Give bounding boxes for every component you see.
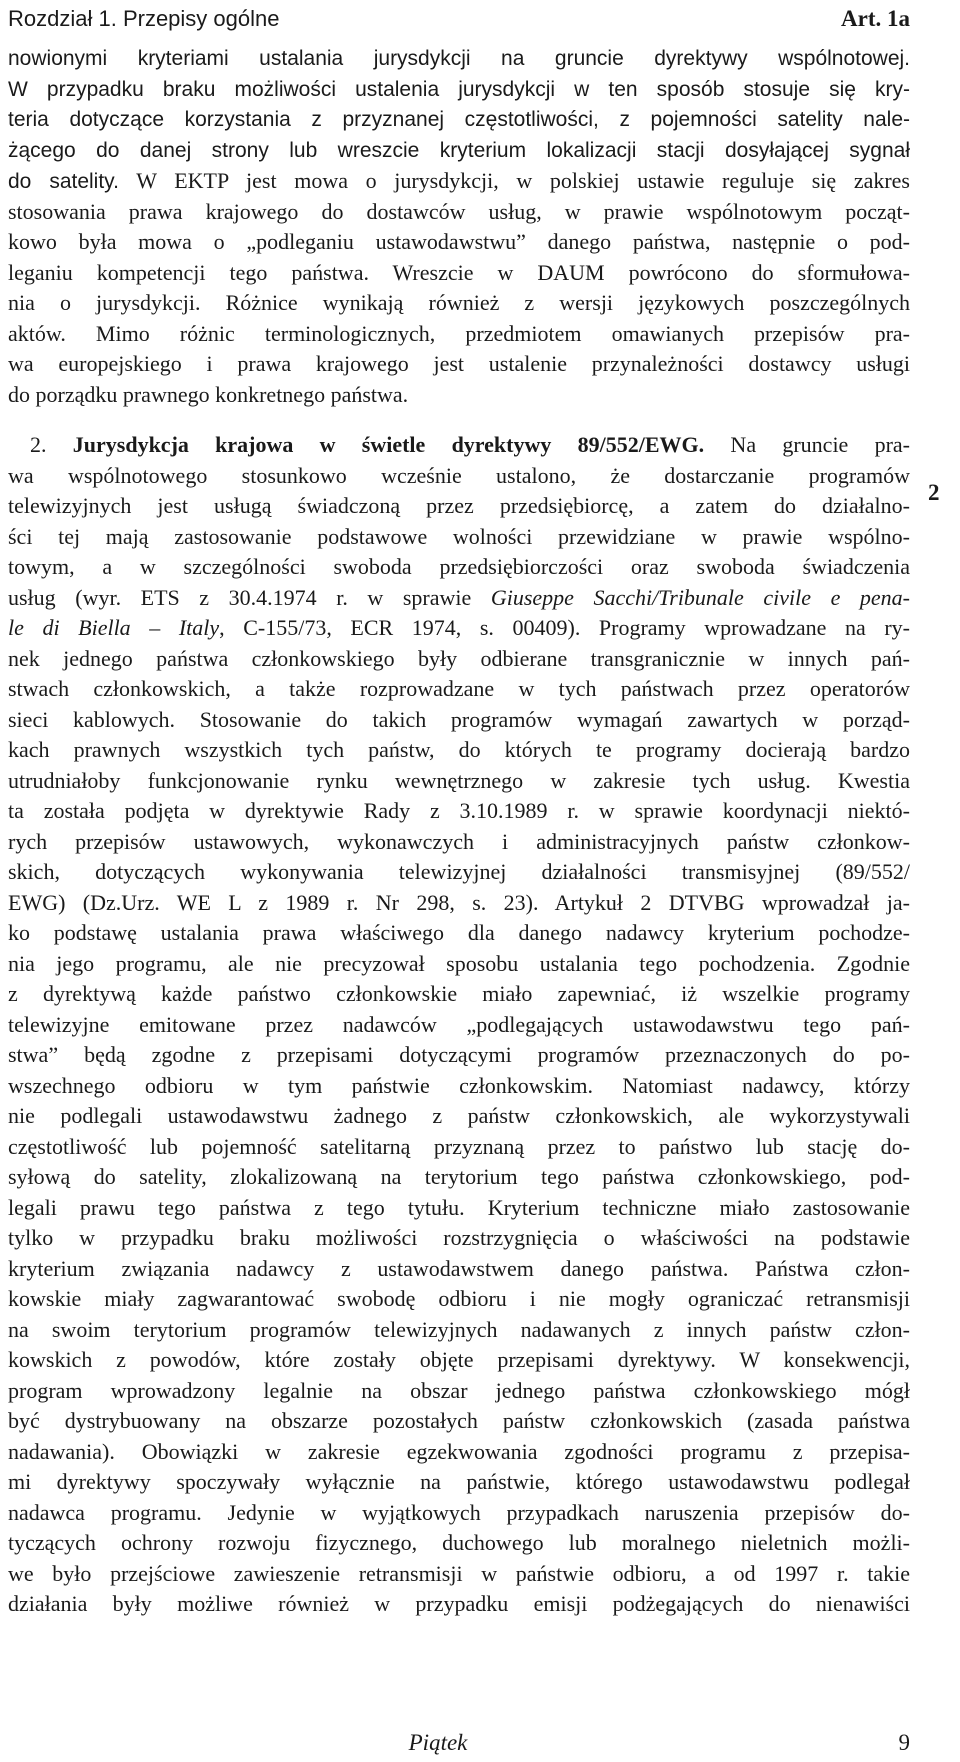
case-name-italic: le di Biella – Italy — [8, 615, 220, 640]
text-line: na swoim terytorium programów telewizyjnych nadawanych z innych państw człon- — [8, 1316, 910, 1342]
text-run: W EKTP jest mowa o jurysdykcji, w polskiej ustawie reguluje się zakres — [118, 168, 910, 193]
text-line: być dystrybuowany na obszarze pozostałych państw członkowskich (zasada państwa — [8, 1408, 910, 1433]
text-line: nek jednego państwa członkowskiego były odbierane transgranicznie w innych pań- — [8, 645, 910, 671]
author-name: Piątek — [408, 1730, 468, 1755]
text-line: wa wspólnotowego stosunkowo wcześnie ustalono, że dostarczanie programów — [8, 462, 910, 488]
text-line: tylko w przypadku braku możliwości rozstrzygnięcia o właściwości na podstawie — [8, 1225, 910, 1250]
text-line: kach prawnych wszystkich tych państw, do których te programy docierają bardzo — [8, 737, 910, 762]
text-line: ko podstawę ustalania prawa właściwego dla danego nadawcy kryterium pochodze- — [8, 920, 910, 945]
text-line-with-citation: usług (wyr. ETS z 30.4.1974 r. w sprawie Giuseppe Sacchi/Tribunale civile e pena- — [8, 584, 910, 610]
text-line: kowskich z powodów, które zostały objęte przepisami dyrektywy. W konsekwencji, — [8, 1347, 910, 1372]
text-line: nia o jurysdykcji. Różnice wynikają również z wersji językowych poszczególnych — [8, 290, 910, 315]
text-line: nadawca programu. Jedynie w wyjątkowych przypadkach naruszenia przepisów do- — [8, 1499, 910, 1525]
text-run: do satelity. — [8, 170, 119, 193]
paragraph-gap — [8, 410, 910, 430]
text-line: wa europejskiego i prawa krajowego jest ustalenie przynależności dostawcy usługi — [8, 351, 910, 376]
text-line: we było przejściowe zawieszenie retransmisji w państwie odbioru, a od 1997 r. takie — [8, 1560, 910, 1586]
text-line: stwa” będą zgodne z przepisami dotyczącymi programów przeznaczonych do po- — [8, 1042, 910, 1067]
text-line: legali prawu tego państwa z tego tytułu. Kryterium techniczne miało zastosowanie — [8, 1194, 910, 1220]
text-line: stwach członkowskich, a także rozprowadzane w tych państwach przez operatorów — [8, 676, 910, 701]
text-line: program wprowadzony legalnie na obszar jednego państwa członkowskiego mógł — [8, 1377, 910, 1403]
text-line: z dyrektywą każde państwo członkowskie miało zapewniać, iż wszelkie programy — [8, 981, 910, 1006]
text-line: telewizyjne emitowane przez nadawców „podlegających ustawodawstwu tego pań- — [8, 1011, 910, 1037]
text-run: Na gruncie pra- — [704, 432, 910, 457]
text-line: mi dyrektywy spoczywały wyłącznie na państwie, którego ustawodawstwu podlegał — [8, 1469, 910, 1494]
text-line: nadawania). Obowiązki w zakresie egzekwowania zgodności programu z przepisa- — [8, 1438, 910, 1464]
margin-number: 2 — [928, 480, 940, 505]
text-line: do porządku prawnego konkretnego państwa. — [8, 381, 409, 407]
section-heading: Jurysdykcja krajowa w świetle dyrektywy 89/552/EWG. — [72, 432, 705, 457]
text-line: nie podlegali ustawodawstwu żadnego z państw członkowskich, ale wykorzystywali — [8, 1103, 910, 1128]
text-line: nia jego programu, ale nie precyzował sposobu ustalania tego pochodzenia. Zgodnie — [8, 950, 910, 976]
text-line: ści tej mają zastosowanie podstawowe wolności przewidziane w prawie wspólno- — [8, 523, 910, 549]
text-line: utrudniałoby funkcjonowanie rynku wewnętrznego w zakresie tych usług. Kwestia — [8, 767, 910, 793]
text-line: W przypadku braku możliwości ustalenia jurysdykcji w ten sposób stosuje się kry- — [8, 77, 910, 101]
text-line: rych przepisów ustawowych, wykonawczych i administracyjnych państw członkow- — [8, 828, 910, 854]
body-text — [8, 44, 910, 1620]
article-number: Art. 1a — [841, 6, 910, 31]
chapter-title: Rozdział 1. Przepisy ogólne — [8, 6, 280, 31]
text-line: działania były możliwe również w przypadku emisji podżegających do nienawiści — [8, 1591, 910, 1616]
page-footer — [8, 1728, 910, 1758]
text-line: żącego do danej strony lub wreszcie kryterium lokalizacji stacji dosyłającej sygnał — [8, 138, 910, 162]
text-line: tyczących ochrony rozwoju fizycznego, duchowego lub moralnego nieletnich możli- — [8, 1530, 910, 1555]
text-line: towym, a w szczególności swoboda przedsiębiorczości oraz swoboda świadczenia — [8, 554, 910, 579]
running-head — [8, 4, 910, 34]
text-line: stosowania prawa krajowego do dostawców usług, w prawie wspólnotowym począt- — [8, 198, 910, 224]
section-heading-line — [8, 430, 910, 461]
text-line: kowskie miały zagwarantować swobodę odbioru i nie mogły ograniczać retransmisji — [8, 1286, 910, 1311]
case-name-italic: Giuseppe Sacchi/Tribunale civile e pena- — [490, 584, 910, 610]
text-line — [8, 166, 910, 197]
text-line: kryterium związania nadawcy z ustawodawstwem danego państwa. Państwa człon- — [8, 1255, 910, 1281]
section-number: 2. — [30, 432, 47, 457]
text-line: telewizyjnych jest usługą świadczoną przez przedsiębiorcę, a zatem do działalno- — [8, 493, 910, 518]
text-line: teria dotyczące korzystania z przyznanej częstotliwości, z pojemności satelity nale- — [8, 108, 910, 131]
text-line: ta została podjęta w dyrektywie Rady z 3.10.1989 r. w sprawie koordynacji niektó- — [8, 798, 910, 823]
text-line: nowionymi kryteriami ustalania jurysdykcji na gruncie dyrektywy wspólnotowej. — [8, 47, 910, 70]
text-line: sieci kablowych. Stosowanie do takich programów wymagań zawartych w porząd- — [8, 706, 910, 732]
text-line: EWG) (Dz.Urz. WE L z 1989 r. Nr 298, s. 23). Artykuł 2 DTVBG wprowadzał ja- — [8, 889, 910, 915]
text-line-with-citation: le di Biella – Italy, C-155/73, ECR 1974, s. 00409). Programy wprowadzane na ry- — [8, 615, 910, 640]
text-line: kowo była mowa o „podleganiu ustawodawstwu” danego państwa, następnie o pod- — [8, 229, 910, 254]
text-line: skich, dotyczących wykonywania telewizyjnej działalności transmisyjnej (89/552/ — [8, 859, 910, 884]
text-line: aktów. Mimo różnic terminologicznych, przedmiotem omawianych przepisów pra- — [8, 320, 910, 346]
text-line: częstotliwość lub pojemność satelitarną przyznaną przez to państwo lub stację do- — [8, 1133, 910, 1159]
text-line: syłową do satelity, zlokalizowaną na terytorium tego państwa członkowskiego, pod- — [8, 1164, 910, 1189]
page-number: 9 — [898, 1730, 910, 1755]
text-line: leganiu kompetencji tego państwa. Wreszcie w DAUM powrócono do sformułowa- — [8, 259, 910, 285]
text-line: wszechnego odbioru w tym państwie członkowskim. Natomiast nadawcy, którzy — [8, 1072, 910, 1098]
